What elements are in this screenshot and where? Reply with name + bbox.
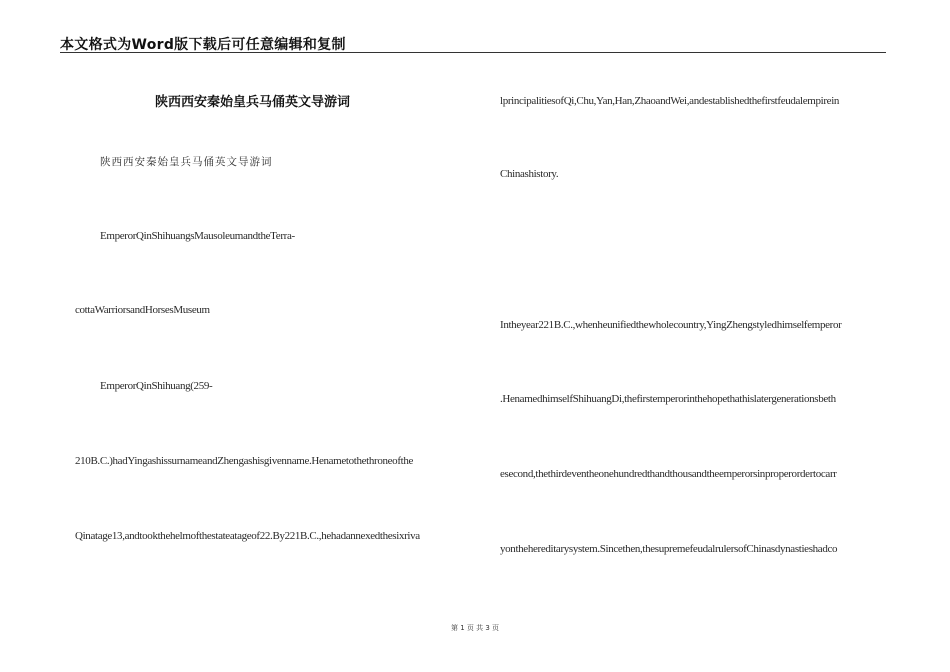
paragraph-line: Qinatage13,andtookthehelmofthestateatageof22.By221B.C.,hehadannexedthesixriva bbox=[75, 530, 420, 542]
document-title: 陕西西安秦始皇兵马俑英文导游词 bbox=[155, 95, 351, 110]
page-header: 本文格式为Word版下载后可任意编辑和复制 bbox=[60, 37, 346, 53]
paragraph-line: lprincipalitiesofQi,Chu,Yan,Han,ZhaoandWei,andestablishedthefirstfeudalempirein bbox=[500, 95, 840, 107]
paragraph-line: cottaWarriorsandHorsesMuseum bbox=[75, 304, 210, 316]
paragraph-line: 210B.C.)hadYingashissurnameandZhengashisgivenname.Henametothethroneofthe bbox=[75, 455, 414, 467]
paragraph-line: Chinashistory. bbox=[500, 168, 559, 180]
page-number: 第 1 页 共 3 页 bbox=[450, 624, 500, 632]
paragraph-line: yonthehereditarysystem.Sincethen,thesupremefeudalrulersofChinasdynastieshadco bbox=[500, 543, 838, 555]
header-divider bbox=[60, 52, 886, 53]
paragraph-line: Intheyear221B.C.,whenheunifiedthewholecountry,YingZhengstyledhimselfemperor bbox=[500, 319, 842, 331]
paragraph-line: EmperorQinShihuangsMausoleumandtheTerra- bbox=[100, 230, 295, 242]
paragraph-line: EmperorQinShihuang(259- bbox=[100, 380, 213, 392]
paragraph-line: .HenamedhimselfShihuangDi,thefirstemperorinthehopethathislatergenerationsbeth bbox=[500, 393, 836, 405]
paragraph-line: esecond,thethirdeventheonehundredthandthousandtheemperorsinproperordertocarr bbox=[500, 468, 837, 480]
paragraph-line: 陕西西安秦始皇兵马俑英文导游词 bbox=[100, 156, 273, 168]
